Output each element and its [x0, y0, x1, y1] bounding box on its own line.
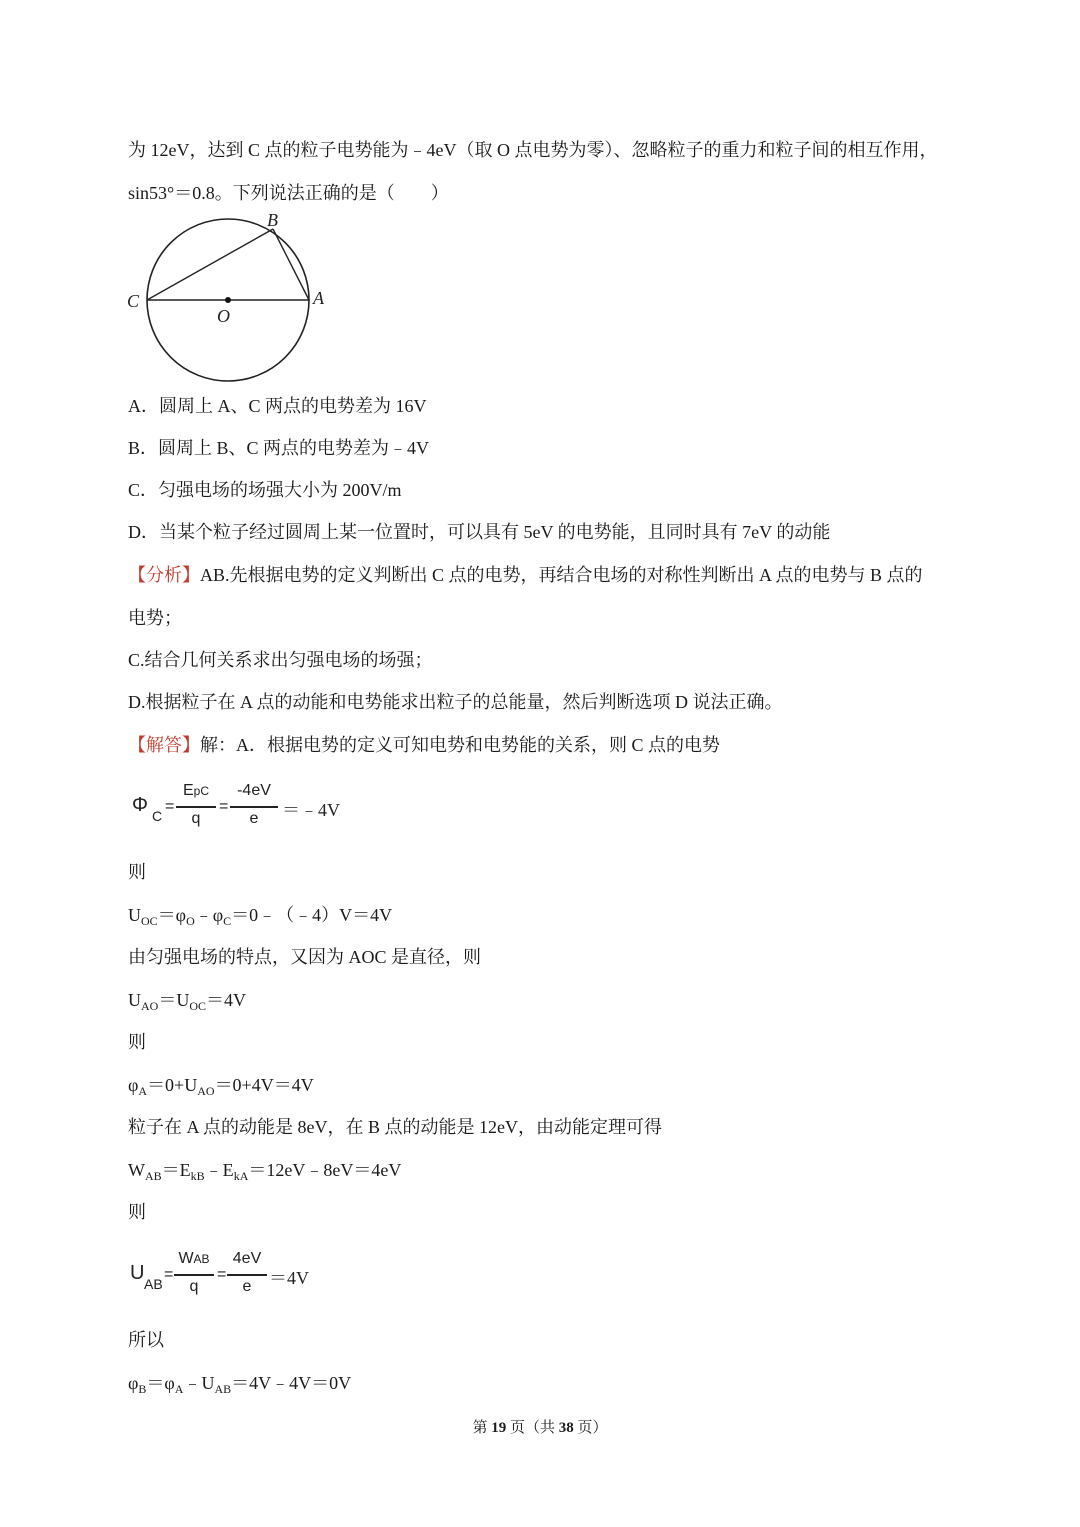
option-a: A．圆周上 A、C 两点的电势差为 16V: [128, 396, 427, 416]
formula2-result: ＝4V: [269, 1268, 309, 1288]
formula1-eq-1: =: [165, 798, 175, 815]
chord-cb: [147, 229, 273, 300]
option-b: B．圆周上 B、C 两点的电势差为﹣4V: [128, 438, 430, 458]
question-line-1: 为 12eV，达到 C 点的粒子电势能为﹣4eV（取 O 点电势为零）、忽略粒子的重力和粒子间的相互作用，: [128, 140, 938, 160]
formula2-eq-1: =: [164, 1266, 174, 1283]
formula2-num1: WAB: [178, 1250, 210, 1267]
formula2-lhs-sub: AB: [144, 1276, 163, 1292]
eq-uao: $U_{AO}=U_{OC}=4V$: [128, 990, 247, 1013]
page-number: 19: [491, 1420, 507, 1436]
formula2-eq-2: =: [217, 1266, 227, 1283]
formula2-den1: q: [189, 1278, 199, 1295]
label-a: A: [313, 288, 324, 308]
label-c: C: [127, 291, 140, 311]
eq-uoc: $U_{OC}=\varphi_O﹣\varphi_C=0﹣(﹣4)V=4V$: [128, 905, 393, 928]
formula-u-ab: [128, 1248, 348, 1304]
formula1-den2: e: [249, 810, 259, 827]
so-line: 所以: [128, 1330, 164, 1350]
formula1-lhs: Φ: [132, 794, 148, 816]
formula2-lhs: U: [130, 1262, 145, 1284]
option-d: D．当某个粒子经过圆周上某一位置时，可以具有 5eV 的电势能，且同时具有 7eV 的动能: [128, 522, 831, 542]
circle-figure: [124, 208, 344, 386]
solution-line-1: [128, 733, 720, 757]
chord-ba: [273, 229, 309, 300]
text-uniform: 由匀强电场的特点，又因为 AOC 是直径，则: [128, 947, 482, 967]
text-kinetic: 粒子在 A 点的动能是 8eV，在 B 点的动能是 12eV，由动能定理可得: [128, 1117, 662, 1137]
analysis-tag: 【分析】: [128, 565, 200, 585]
page-total: 38: [558, 1420, 574, 1436]
solution-intro: 解：A．根据电势的定义可知电势和电势能的关系，则 C 点的电势: [200, 735, 721, 755]
solution-tag: 【解答】: [128, 735, 200, 755]
analysis-line-1: [128, 563, 923, 587]
formula1-num1: EpC: [182, 782, 209, 799]
then-line-1: 则: [128, 862, 146, 882]
eq-phi-b: $\varphi_B=\varphi_A﹣U_{AB}=4V﹣4V=0V$: [128, 1373, 352, 1396]
then-line-2: 则: [128, 1032, 146, 1052]
formula1-num2: -4eV: [237, 782, 271, 799]
formula1-result: ＝﹣4V: [282, 800, 340, 820]
formula1-eq-2: =: [219, 798, 229, 815]
formula2-bar2: [227, 1274, 267, 1276]
formula1-den1: q: [191, 810, 201, 827]
page-footer: 第 19 页（共 38 页）: [472, 1420, 608, 1436]
formula1-bar1: [176, 806, 216, 808]
label-o: O: [217, 306, 230, 326]
formula-phi-c: [128, 780, 368, 836]
label-b: B: [267, 210, 278, 230]
question-line-2: sin53°＝0.8。下列说法正确的是（ ）: [128, 183, 449, 203]
analysis-line-2: 电势；: [128, 608, 182, 628]
eq-phi-a: $\varphi_A=0+U_{AO}=0+4V=4V$: [128, 1075, 314, 1098]
formula2-den2: e: [242, 1278, 252, 1295]
then-line-3: 则: [128, 1202, 146, 1222]
analysis-text-1: AB.先根据电势的定义判断出 C 点的电势，再结合电场的对称性判断出 A 点的电势与 B 点的: [200, 565, 923, 585]
formula1-bar2: [230, 806, 278, 808]
formula2-bar1: [174, 1274, 214, 1276]
eq-wab: $W_{AB}=E_{kB}﹣E_{kA}=12eV﹣8eV=4eV$: [128, 1160, 402, 1183]
analysis-line-3: C.结合几何关系求出匀强电场的场强；: [128, 650, 433, 670]
center-point: [225, 297, 231, 303]
formula1-lhs-sub: C: [152, 808, 163, 824]
formula2-num2: 4eV: [232, 1250, 262, 1267]
analysis-line-4: D.根据粒子在 A 点的动能和电势能求出粒子的总能量，然后判断选项 D 说法正确。: [128, 692, 783, 712]
option-c: C．匀强电场的场强大小为 200V/m: [128, 480, 402, 500]
